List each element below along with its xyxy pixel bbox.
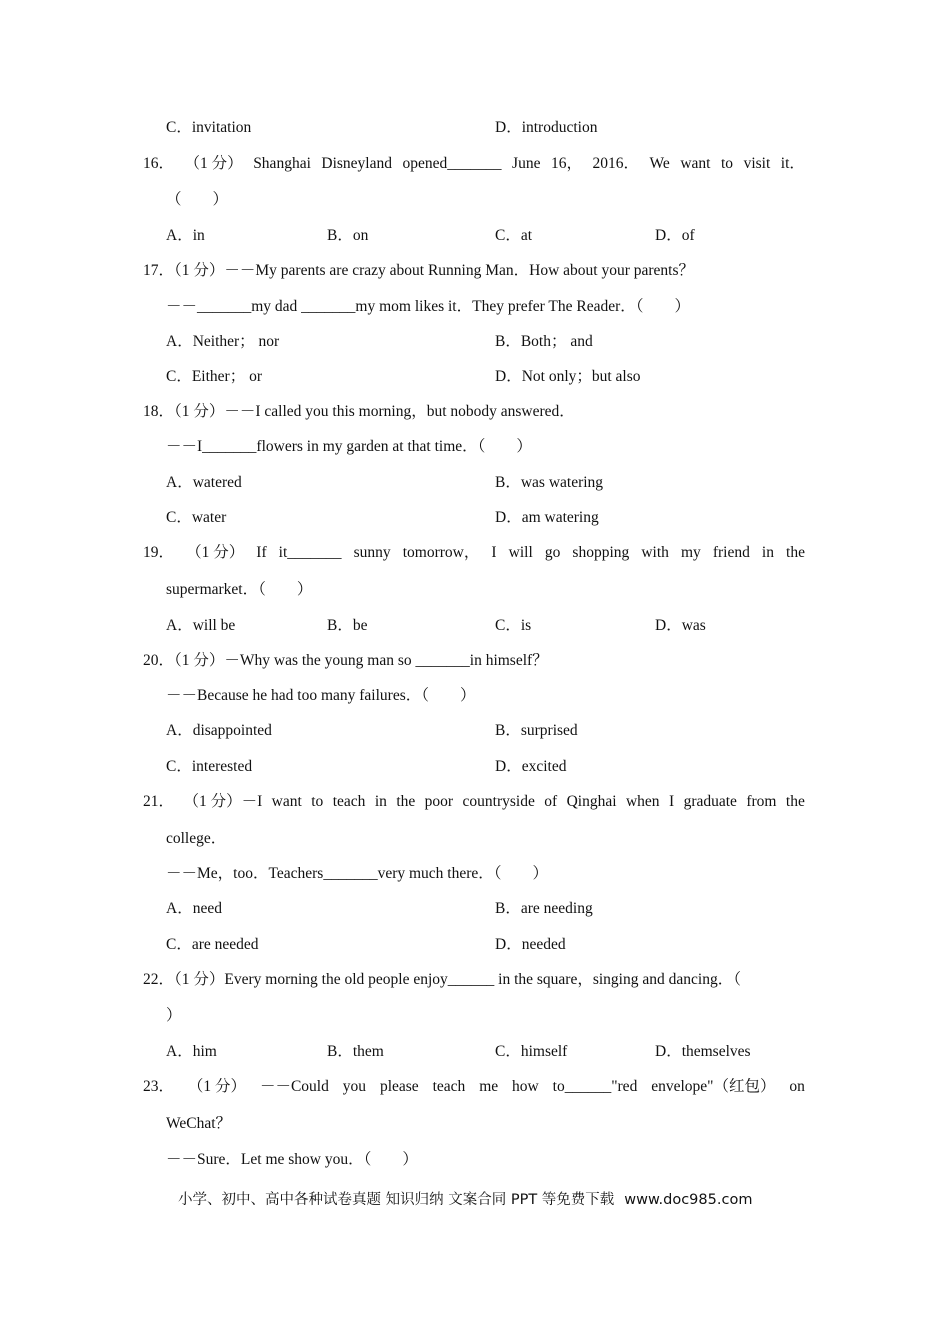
q17-option-b[interactable]: B．Both； and xyxy=(495,333,593,350)
q18-option-a[interactable]: A．watered xyxy=(166,474,242,491)
q20-option-a[interactable]: A．disappointed xyxy=(166,722,272,739)
q22-option-b[interactable]: B．them xyxy=(327,1043,384,1060)
q19-option-b[interactable]: B．be xyxy=(327,617,368,634)
footer-url[interactable]: www.doc985.com xyxy=(624,1192,753,1208)
q23-response: －－Sure．Let me show you．（ ） xyxy=(166,1151,418,1168)
q18-option-b[interactable]: B．was watering xyxy=(495,474,604,491)
q17-option-c[interactable]: C．Either； or xyxy=(166,368,262,385)
q18-stem: 18．（1 分）－－I called you this morning，but nobody answered． xyxy=(143,403,575,420)
q21-option-b[interactable]: B．are needing xyxy=(495,900,593,917)
q19-option-a[interactable]: A．will be xyxy=(166,617,236,634)
q22-stem: 22．（1 分）Every morning the old people enjoy______ in the square，singing and dancing．（ xyxy=(143,971,741,988)
q16-option-d[interactable]: D．of xyxy=(655,227,695,244)
q23-stem-continued: WeChat？ xyxy=(166,1115,232,1132)
q15-option-c[interactable]: C．invitation xyxy=(166,119,252,136)
q22-option-c[interactable]: C．himself xyxy=(495,1043,568,1060)
q21-stem: 21． （1 分）－I want to teach in the poor countryside of Qinghai when I graduate from the xyxy=(143,793,805,810)
q19-stem: 19． （1 分） If it_______ sunny tomorrow， I will go shopping with my friend in the xyxy=(143,544,805,561)
q20-option-c[interactable]: C．interested xyxy=(166,758,253,775)
q22-answer-paren: ） xyxy=(166,1007,182,1024)
q16-option-b[interactable]: B．on xyxy=(327,227,369,244)
q22-option-a[interactable]: A．him xyxy=(166,1043,217,1060)
q18-option-d[interactable]: D．am watering xyxy=(495,509,599,526)
q23-stem: 23． （1 分） －－Could you please teach me how to______"red envelope"（红包） on xyxy=(143,1078,805,1095)
q20-stem: 20．（1 分）－Why was the young man so _______in himself？ xyxy=(143,652,548,669)
q17-option-d[interactable]: D．Not only；but also xyxy=(495,368,641,385)
q17-response: －－_______my dad _______my mom likes it．They prefer The Reader．（ ） xyxy=(166,298,691,315)
q17-stem: 17．（1 分）－－My parents are crazy about Running Man．How about your parents？ xyxy=(143,262,694,279)
q20-option-d[interactable]: D．excited xyxy=(495,758,567,775)
q21-option-c[interactable]: C．are needed xyxy=(166,936,259,953)
q16-option-c[interactable]: C．at xyxy=(495,227,533,244)
q19-option-c[interactable]: C．is xyxy=(495,617,532,634)
q19-stem-continued: supermarket．（ ） xyxy=(166,581,313,598)
q16-answer-paren: （ ） xyxy=(166,191,229,208)
q21-option-d[interactable]: D．needed xyxy=(495,936,566,953)
q19-option-d[interactable]: D．was xyxy=(655,617,706,634)
q17-option-a[interactable]: A．Neither； nor xyxy=(166,333,280,350)
q18-response: －－I_______flowers in my garden at that time．（ ） xyxy=(166,438,532,455)
q21-stem-continued: college． xyxy=(166,830,227,847)
q16-stem: 16． （1 分） Shanghai Disneyland opened_______ June 16， 2016． We want to visit it． xyxy=(143,155,805,172)
q20-option-b[interactable]: B．surprised xyxy=(495,722,578,739)
q15-option-d[interactable]: D．introduction xyxy=(495,119,598,136)
footer-text: 小学、初中、高中各种试卷真题 知识归纳 文案合同 PPT 等免费下载 xyxy=(178,1192,615,1208)
q21-response: －－Me，too．Teachers_______very much there．（ ） xyxy=(166,865,549,882)
q22-option-d[interactable]: D．themselves xyxy=(655,1043,751,1060)
page-footer xyxy=(178,1190,752,1210)
q21-option-a[interactable]: A．need xyxy=(166,900,222,917)
q20-response: －－Because he had too many failures．（ ） xyxy=(166,687,476,704)
q18-option-c[interactable]: C．water xyxy=(166,509,227,526)
q16-option-a[interactable]: A．in xyxy=(166,227,205,244)
